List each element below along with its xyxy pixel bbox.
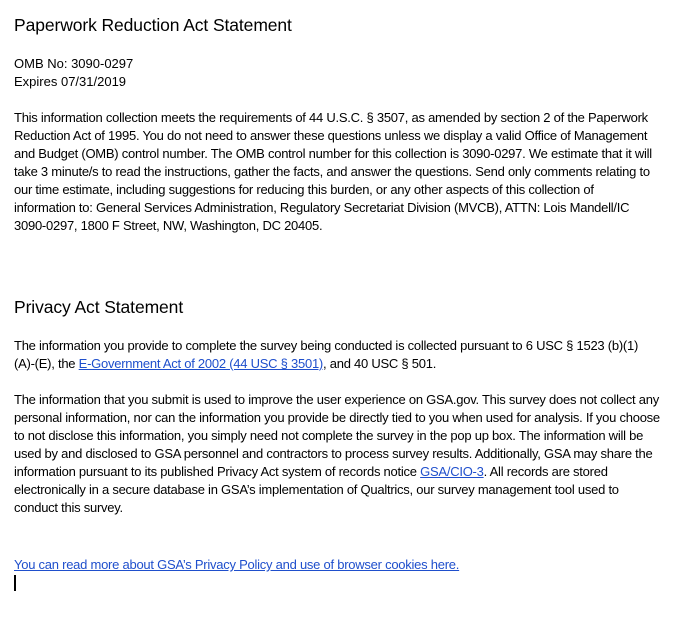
paperwork-body: This information collection meets the requirements of 44 U.S.C. § 3507, as amended by section 2 of the Paperwork Reduction Act of 1995. You do not need to answer these questions unless we display a valid Office of Management and Budget (OMB) control number. The OMB control number for this collection is 3090-0297. We estimate that it will take 3 minute/s to read the instructions, gather the facts, and answer the questions. Send only comments relating to our time estimate, including suggestions for reducing this burden, or any other aspects of this collection of information to: General Services Administration, Regulatory Secretariat Division (MVCB), ATTN: Lois Mandell/IC 3090-0297, 1800 F Street, NW, Washington, DC 20405. [14,110,652,233]
paperwork-heading: Paperwork Reduction Act Statement [14,15,292,35]
omb-number: OMB No: 3090-0297 [14,56,134,71]
privacy-heading: Privacy Act Statement [14,297,184,317]
expiration-date: Expires 07/31/2019 [14,74,127,89]
privacy-p1-text: The information you provide to complete the survey being conducted is collected pursuant to 6 USC § 1523 (b)(1)(A)-(E), the [14,338,639,371]
privacy-paragraph-2 [14,391,664,517]
privacy-policy-link[interactable]: You can read more about GSA’s Privacy Policy and use of browser cookies here. [14,557,460,572]
privacy-p1-tail: , and 40 USC § 501. [323,356,437,371]
text-cursor [14,575,16,591]
gsa-cio-3-link[interactable]: GSA/CIO-3 [420,464,484,479]
privacy-paragraph-1 [14,337,654,373]
omb-info [14,55,133,91]
privacy-p2-text: The information that you submit is used to improve the user experience on GSA.gov. This survey does not collect any personal information, nor can the information you provide be directly tied to you when used for analysis. If you choose to not disclose this information, you simply need not complete the survey in the pop up box. The information will be used by and disclosed to GSA personnel and contractors to process survey results. Additionally, GSA may share the information pursuant to its published Privacy Act system of records notice [14,392,660,479]
privacy-policy-paragraph [14,556,459,574]
egov-act-link[interactable]: E-Government Act of 2002 (44 USC § 3501) [78,356,324,371]
privacy-p2-tail: . All records are stored electronically in a secure database in GSA’s implementation of Qualtrics, our survey management tool used to conduct this survey. [14,464,619,515]
